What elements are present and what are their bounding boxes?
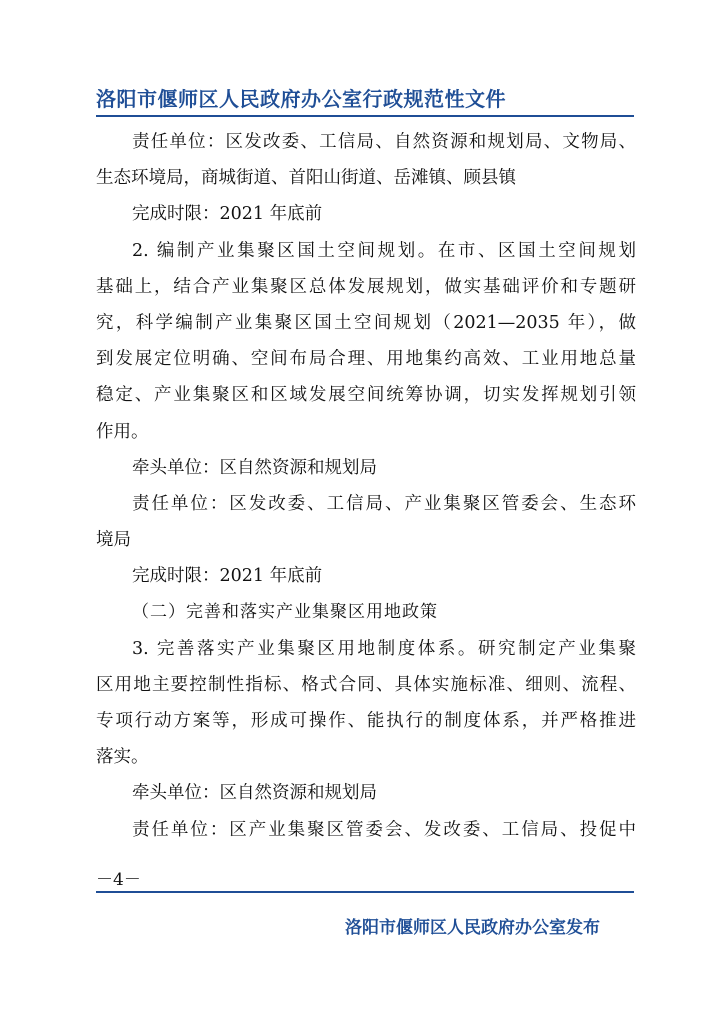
paragraph-line: 区用地主要控制性指标、格式合同、具体实施标准、细则、流程、: [96, 674, 636, 695]
paragraph-line: 生态环境局，商城街道、首阳山街道、岳滩镇、顾县镇: [96, 168, 516, 189]
paragraph-line: 落实。: [96, 747, 149, 768]
paragraph-line: 责任单位：区产业集聚区管委会、发改委、工信局、投促中: [132, 819, 636, 840]
header-divider: [96, 115, 634, 117]
section-heading: （二）完善和落实产业集聚区用地政策: [132, 602, 438, 623]
footer-divider: [96, 891, 634, 893]
paragraph-line: 2. 编制产业集聚区国土空间规划。在市、区国土空间规划: [132, 240, 636, 261]
paragraph-line: 作用。: [96, 421, 149, 442]
paragraph-line: 稳定、产业集聚区和区域发展空间统筹协调，切实发挥规划引领: [96, 385, 636, 406]
paragraph-line: 完成时限：2021 年底前: [132, 204, 323, 225]
document-body: [96, 124, 636, 848]
paragraph-line: 牵头单位：区自然资源和规划局: [132, 457, 377, 478]
paragraph-line: 责任单位：区发改委、工信局、自然资源和规划局、文物局、: [132, 132, 636, 152]
paragraph-line: 牵头单位：区自然资源和规划局: [132, 783, 377, 804]
paragraph-line: 3. 完善落实产业集聚区用地制度体系。研究制定产业集聚: [132, 638, 636, 659]
paragraph-line: 境局: [96, 530, 131, 551]
paragraph-line: 究，科学编制产业集聚区国土空间规划（2021—2035 年），做: [96, 312, 636, 333]
header-title: 洛阳市偃师区人民政府办公室行政规范性文件: [96, 87, 506, 111]
footer-publisher: 洛阳市偃师区人民政府办公室发布: [345, 918, 600, 938]
paragraph-line: 基础上，结合产业集聚区总体发展规划，做实基础评价和专题研: [96, 276, 636, 297]
paragraph-line: 专项行动方案等，形成可操作、能执行的制度体系，并严格推进: [96, 711, 636, 731]
page-number: －4－: [96, 870, 141, 890]
paragraph-line: 完成时限：2021 年底前: [132, 566, 323, 587]
paragraph-line: 责任单位：区发改委、工信局、产业集聚区管委会、生态环: [132, 493, 636, 514]
paragraph-line: 到发展定位明确、空间布局合理、用地集约高效、工业用地总量: [96, 349, 636, 370]
